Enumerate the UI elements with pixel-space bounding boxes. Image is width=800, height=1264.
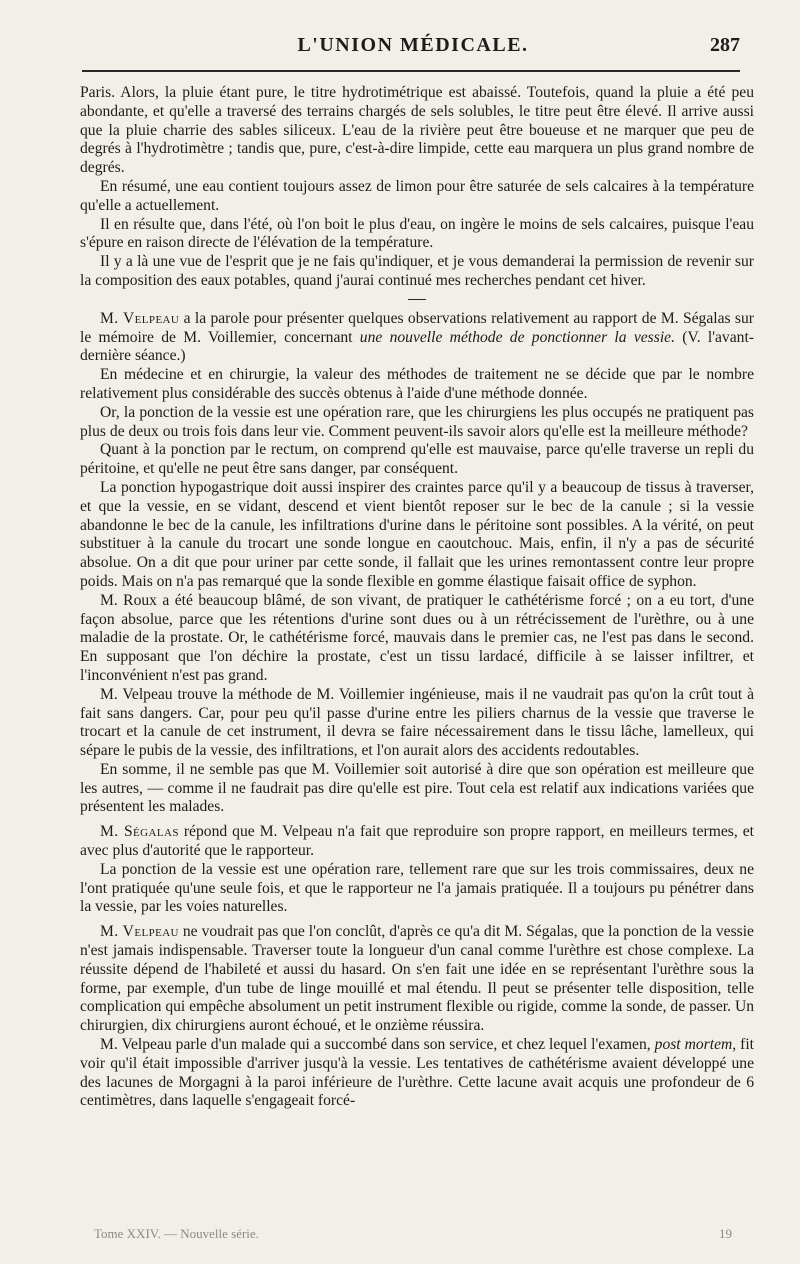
paragraph: En somme, il ne semble pas que M. Voillemier soit autorisé à dire que son opération est meilleure que les autres, — comme il ne faudrait pas dire qu'elle est pire. Tout cela est relatif aux indications variées que présentent les malades. — [80, 760, 754, 816]
section-divider — [408, 299, 426, 300]
italic-title: une nouvelle méthode de ponctionner la vessie. — [359, 328, 675, 346]
paragraph: M. Ségalas répond que M. Velpeau n'a fait que reproduire son propre rapport, en meilleurs termes, et avec plus d'autorité que le rapporteur. — [80, 823, 754, 860]
text-column — [80, 84, 754, 1111]
paragraph: La ponction hypogastrique doit aussi inspirer des craintes parce qu'il y a beaucoup de tissus à traverser, et que la vessie, en se vidant, descend et vient bientôt reposer sur le bec de la canule ; si la vessie abandonne le bec de la canule, les infiltrations d'urine dans le péritoine sont possibles. A la vérité, on peut substituer à la canule du trocart une sonde longue en caoutchouc. Mais, enfin, il n'y a pas de sécurité absolue. On a dit que pour uriner par cette sonde, il fallait que les urines remontassent contre leur propre poids. Mais on n'a pas remarqué que la sonde flexible en gomme élastique faisait office de syphon. — [80, 478, 754, 590]
paragraph: M. Velpeau a la parole pour présenter quelques observations relativement au rapport de M. Ségalas sur le mémoire de M. Voillemier, concernant une nouvelle méthode de ponctionner la vessie. (V. l'avant-dernière séance.) — [80, 309, 754, 365]
paragraph: M. Velpeau ne voudrait pas que l'on conclût, d'après ce qu'a dit M. Ségalas, que la ponction de la vessie n'est jamais indispensable. Traverser toute la longueur d'un canal comme l'urèthre est chose complexe. La réussite dépend de l'habileté et aussi du hasard. On s'en fait une idée en se représentant l'urèthre sous la forme, par exemple, d'un tube de linge mouillé et mal étendu. Il peut se présenter telle disposition, telle complication qui empêche absolument un petit instrument flexible ou rigide, comme la sonde, de passer. Un chirurgien, dix chirurgiens auront échoué, et le onzième réussira. — [80, 923, 754, 1035]
paragraph: Il y a là une vue de l'esprit que je ne fais qu'indiquer, et je vous demanderai la permission de revenir sur la composition des eaux potables, quand j'aurai continué mes recherches pendant cet hiver. — [80, 253, 754, 289]
paragraph: En médecine et en chirurgie, la valeur des méthodes de traitement ne se décide que par le nombre relativement plus considérable des succès obtenus à l'aide d'une méthode donnée. — [80, 366, 754, 402]
paragraph: Quant à la ponction par le rectum, on comprend qu'elle est mauvaise, parce qu'elle traverse un repli du péritoine, et qu'elle ne peut être sans danger, par conséquent. — [80, 441, 754, 478]
header-rule — [82, 70, 740, 72]
page-footer — [84, 1224, 744, 1248]
paragraph: En résumé, une eau contient toujours assez de limon pour être saturée de sels calcaires à la température qu'elle a actuellement. — [80, 177, 754, 214]
paragraph: Paris. Alors, la pluie étant pure, le titre hydrotimétrique est abaissé. Toutefois, quand la pluie a été peu abondante, et qu'elle a traversé des terrains chargés de sels solubles, le titre peut être élevé. Il arrive aussi que la pluie charrie des sables siliceux. L'eau de la rivière peut être boueuse et ne marquer que peu de degrés à l'hydrotimètre ; tandis que, pure, c'est-à-dire limpide, cette eau marquera un plus grand nombre de degrés. — [80, 84, 754, 177]
paragraph: La ponction de la vessie est une opération rare, tellement rare que sur les trois commissaires, deux ne l'ont pratiquée qu'une seule fois, et que le rapporteur ne l'a jamais pratiquée. Il a toujours pu pénétrer dans la vessie, par les voies naturelles. — [80, 860, 754, 916]
page-header — [82, 32, 744, 62]
signature-mark: 19 — [719, 1226, 732, 1241]
speaker-name: M. Velpeau — [100, 309, 180, 327]
speaker-name: M. Ségalas — [100, 823, 179, 841]
running-title: L'UNION MÉDICALE. — [297, 34, 529, 56]
paragraph: M. Velpeau trouve la méthode de M. Voillemier ingénieuse, mais il ne vaudrait pas qu'on la crût tout à fait sans dangers. Car, pour peu qu'il passe d'urine entre les piliers charnus de la vessie que traverse le trocart et la canule de cet instrument, il devra se faire nécessairement dans le tissu lâche, lamelleux, qui sépare le pubis de la vessie, des infiltrations, et l'on aurait alors des accidents redoutables. — [80, 685, 754, 760]
page-number: 287 — [710, 34, 740, 56]
volume-line: Tome XXIV. — Nouvelle série. — [94, 1226, 259, 1241]
paragraph: M. Velpeau parle d'un malade qui a succombé dans son service, et chez lequel l'examen, post mortem, fit voir qu'il était impossible d'arriver jusqu'à la vessie. Les tentatives de cathétérisme avaient développé une des lacunes de Morgagni à la paroi inférieure de l'urèthre. Cette lacune avait acquis une profondeur de 6 centimètres, dans laquelle s'engageait forcé- — [80, 1036, 754, 1110]
paragraph: Or, la ponction de la vessie est une opération rare, que les chirurgiens les plus occupés ne pratiquent pas plus de deux ou trois fois dans leur vie. Comment peuvent-ils savoir alors qu'elle est la meilleure méthode? — [80, 403, 754, 440]
paragraph: Il en résulte que, dans l'été, où l'on boit le plus d'eau, on ingère le moins de sels calcaires, puisque l'eau s'épure en raison directe de l'élévation de la température. — [80, 215, 754, 252]
paragraph: M. Roux a été beaucoup blâmé, de son vivant, de pratiquer le cathétérisme forcé ; on a eu tort, d'une façon absolue, parce que les rétentions d'urine sont dues ou à un rétrécissement de l'urèthre, ou à une maladie de la prostate. Or, le cathétérisme forcé, mauvais dans le premier cas, ne l'est pas dans le second. En supposant que l'on déchire la prostate, c'est un tissu lardacé, difficile à se laisser infiltrer, et l'inconvénient n'est pas grand. — [80, 591, 754, 684]
italic-phrase: post mortem, — [654, 1036, 737, 1054]
speaker-name: M. Velpeau — [100, 923, 179, 941]
